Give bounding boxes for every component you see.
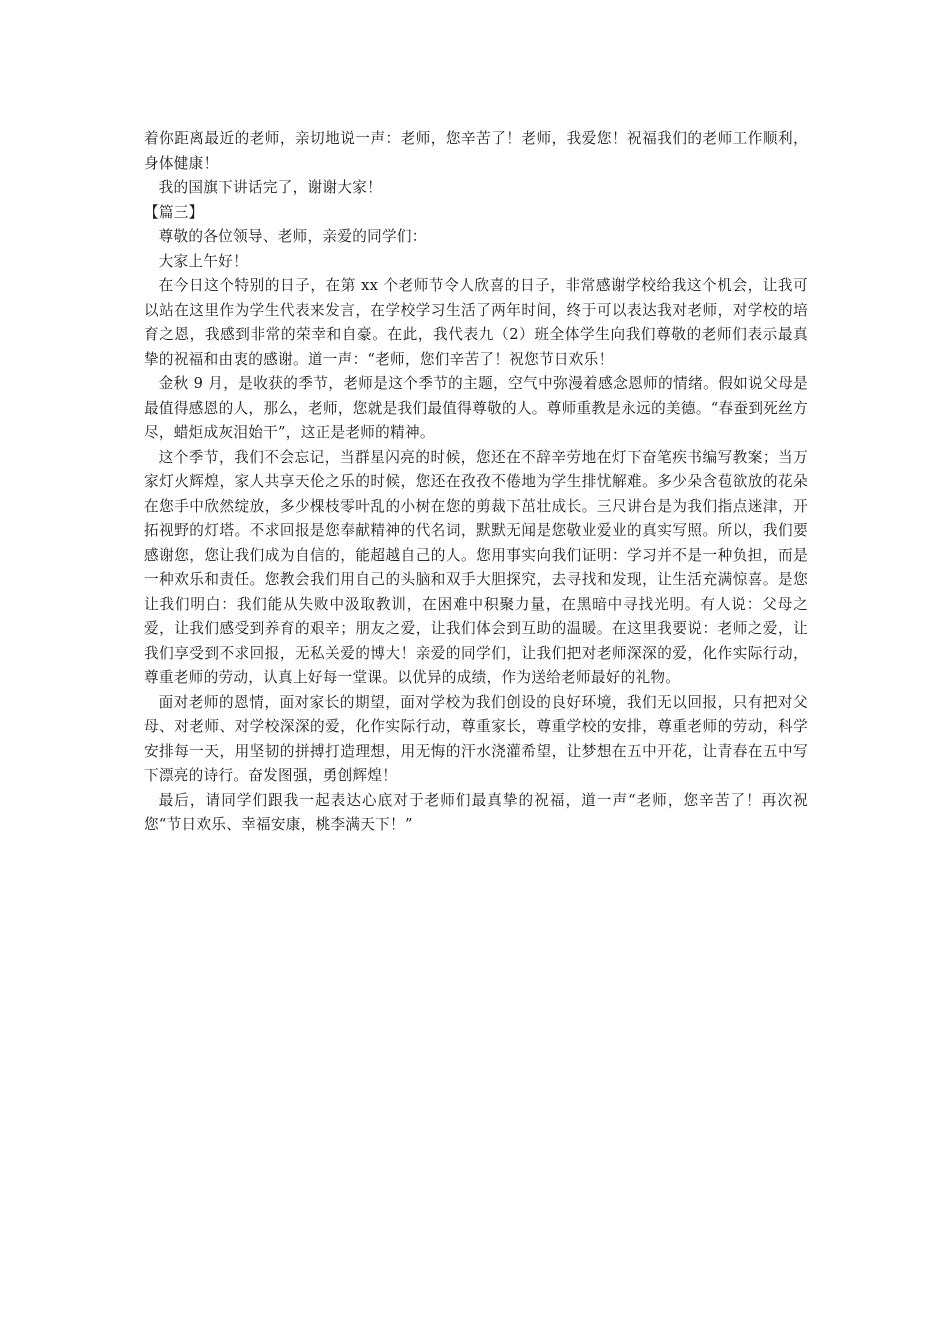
paragraph-closing-remark: 我的国旗下讲话完了，谢谢大家！ xyxy=(158,179,383,196)
paragraph-closing: 最后，请同学们跟我一起表达心底对于老师们最真挚的祝福，道一声“老师，您辛苦了！再次祝您“节日欢乐、幸福安康，桃李满天下！” xyxy=(144,791,808,833)
paragraph-body: 这个季节，我们不会忘记，当群星闪亮的时候，您还在不辞辛劳地在灯下奋笔疾书编写教案；当万家灯火辉煌，家人共享天伦之乐的时候，您还在孜孜不倦地为学生排忧解难。多少朵含苞欲放的花朵在您手中欣然绽放，多少棵枝零叶乱的小树在您的剪裁下茁壮成长。三尺讲台是为我们指点迷津，开拓视野的灯塔。不求回报是您奉献精神的代名词，默默无闻是您敬业爱业的真实写照。所以，我们要感谢您，您让我们成为自信的，能超越自己的人。您用事实向我们证明：学习并不是一种负担，而是一种欢乐和责任。您教会我们用自己的头脑和双手大胆探究，去寻找和发现，让生活充满惊喜。是您让我们明白：我们能从失败中汲取教训，在困难中积聚力量，在黑暗中寻找光明。有人说：父母之爱，让我们感受到养育的艰辛；朋友之爱，让我们体会到互助的温暖。在这里我要说：老师之爱，让我们享受到不求回报，无私关爱的博大！亲爱的同学们，让我们把对老师深深的爱，化作实际行动，尊重老师的劳动，认真上好每一堂课。以优异的成绩，作为送给老师最好的礼物。 xyxy=(144,448,808,686)
document-body xyxy=(144,127,808,838)
paragraph-greeting: 大家上午好！ xyxy=(158,252,248,270)
paragraph-body: 在今日这个特别的日子，在第 xx 个老师节令人欣喜的日子，非常感谢学校给我这个机会，让我可以站在这里作为学生代表来发言，在学校学习生活了两年时间，终于可以表达我对老师，对学校的培育之恩，我感到非常的荣幸和自豪。在此，我代表九（2）班全体学生向我们尊敬的老师们表示最真挚的祝福和由衷的感谢。道一声：“老师，您们辛苦了！祝您节日欢乐！ xyxy=(144,277,808,368)
paragraph-body: 金秋 9 月，是收获的季节，老师是这个季节的主题，空气中弥漫着感念恩师的情绪。假如说父母是最值得感恩的人，那么，老师，您就是我们最值得尊敬的人。尊师重教是永远的美德。“春蚕到死丝方尽，蜡炬成灰泪始干”，这正是老师的精神。 xyxy=(144,375,808,441)
paragraph-body: 面对老师的恩情，面对家长的期望，面对学校为我们创设的良好环境，我们无以回报，只有把对父母、对老师、对学校深深的爱，化作实际行动，尊重家长，尊重学校的安排，尊重老师的劳动，科学安排每一天，用坚韧的拼搏打造理想，用无悔的汗水浇灌希望，让梦想在五中开花，让青春在五中写下漂亮的诗行。奋发图强，勇创辉煌！ xyxy=(144,693,808,784)
section-heading: 【篇三】 xyxy=(144,203,204,221)
paragraph-continuation: 着你距离最近的老师，亲切地说一声：老师，您辛苦了！老师，我爱您！祝福我们的老师工作顺利，身体健康！ xyxy=(144,130,808,172)
paragraph-salutation: 尊敬的各位领导、老师，亲爱的同学们： xyxy=(158,228,427,245)
